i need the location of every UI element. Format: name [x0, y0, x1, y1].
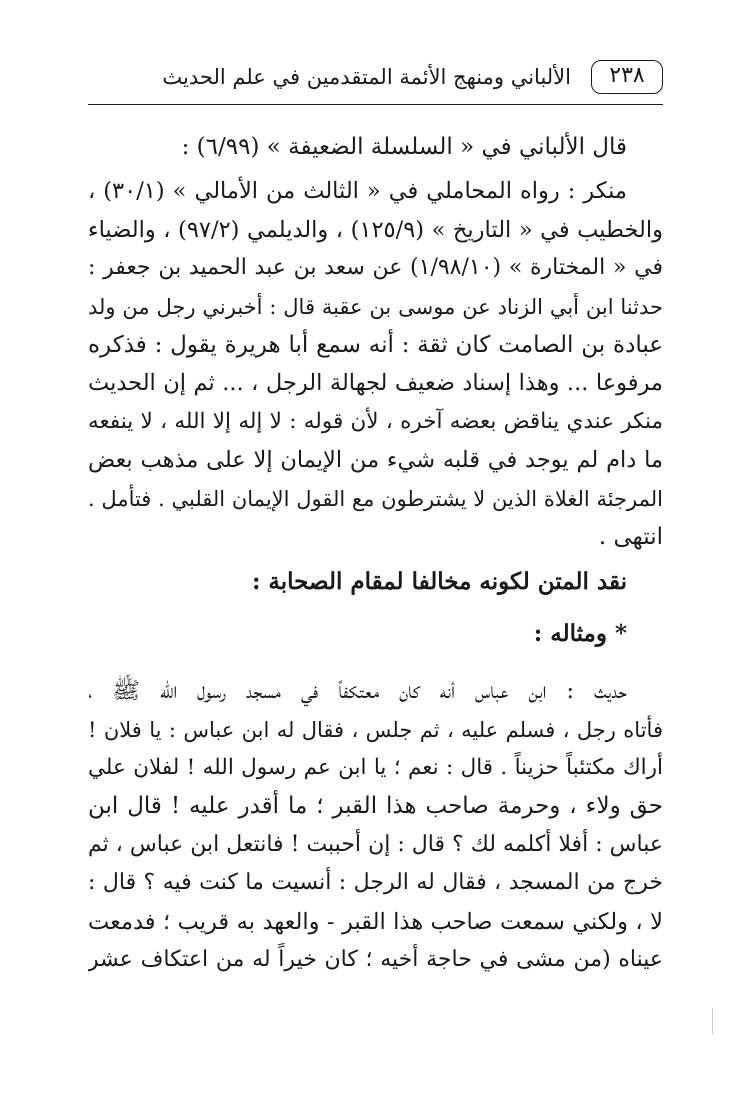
- text-line: خرج من المسجد ، فقال له الرجل : أنسيت ما كنت فيه ؟ قال :: [88, 870, 663, 896]
- text-line: أراك مكتئباً حزيناً . قال : نعم ؛ يا ابن عم رسول الله ! لفلان علي: [88, 755, 663, 781]
- text-line: عباس : أفلا أكلمه لك ؟ قال : إن أحببت ! فانتعل ابن عباس ، ثم: [88, 831, 663, 857]
- header-divider: [88, 104, 663, 105]
- example-heading: * ومثاله :: [533, 620, 627, 648]
- margin-mark: [712, 1008, 713, 1034]
- text-line: منكر : رواه المحاملي في « الثالث من الأمالي » (٣٠/١) ،: [88, 178, 627, 205]
- text-line: المرجئة الغلاة الذين لا يشترطون مع القول الإيمان القلبي . فتأمل .: [88, 486, 663, 511]
- text-line: ما دام لم يوجد في قلبه شيء من الإيمان إلا على مذهب بعض: [88, 447, 663, 474]
- page-number: ٢٣٨: [591, 60, 663, 94]
- page-body: [88, 128, 663, 979]
- text-line: مرفوعا ... وهذا إسناد ضعيف لجهالة الرجل ، ... ثم إن الحديث: [88, 370, 663, 397]
- running-title: الألباني ومنهج الأئمة المتقدمين في علم الحديث: [162, 65, 571, 89]
- text-line: عيناه (من مشى في حاجة أخيه ؛ كان خيراً له من اعتكاف عشر: [88, 947, 663, 973]
- text-line: انتهى .: [598, 523, 663, 550]
- text-line: منكر عندي يناقض بعضه آخره ، لأن قوله : لا إله إلا الله ، لا ينفعه: [88, 408, 663, 434]
- text-line: حق ولاء ، وحرمة صاحب هذا القبر ؛ ما أقدر عليه ! قال ابن: [88, 793, 663, 820]
- text-line: حدثنا ابن أبي الزناد عن موسى بن عقبة قال : أخبرني رجل من ولد: [88, 294, 663, 319]
- text-line: والخطيب في « التاريخ » (١٢٥/٩) ، والديلمي (٩٧/٢) ، والضياء: [88, 216, 663, 243]
- paragraph-gap: [88, 660, 663, 672]
- page-header: [88, 52, 663, 100]
- text-line: لا ، ولكني سمعت صاحب هذا القبر - والعهد به قريب ؛ فدمعت: [88, 908, 663, 935]
- text-line: فأتاه رجل ، فسلم عليه ، ثم جلس ، فقال له ابن عباس : يا فلان !: [88, 717, 663, 742]
- text-line: حديث : ابن عباس أنه كان معتكفاً في مسجد رسول الله ﷺ ،: [88, 678, 627, 705]
- text-line: في « المختارة » (١/٩٨/١٠) عن سعد بن عبد الحميد بن جعفر :: [88, 255, 663, 281]
- text-line: قال الألباني في « السلسلة الضعيفة » (٦/٩٩) :: [181, 134, 627, 160]
- section-heading: نقد المتن لكونه مخالفا لمقام الصحابة :: [251, 568, 627, 596]
- text-line: عبادة بن الصامت كان ثقة : أنه سمع أبا هريرة يقول : فذكره: [88, 331, 663, 358]
